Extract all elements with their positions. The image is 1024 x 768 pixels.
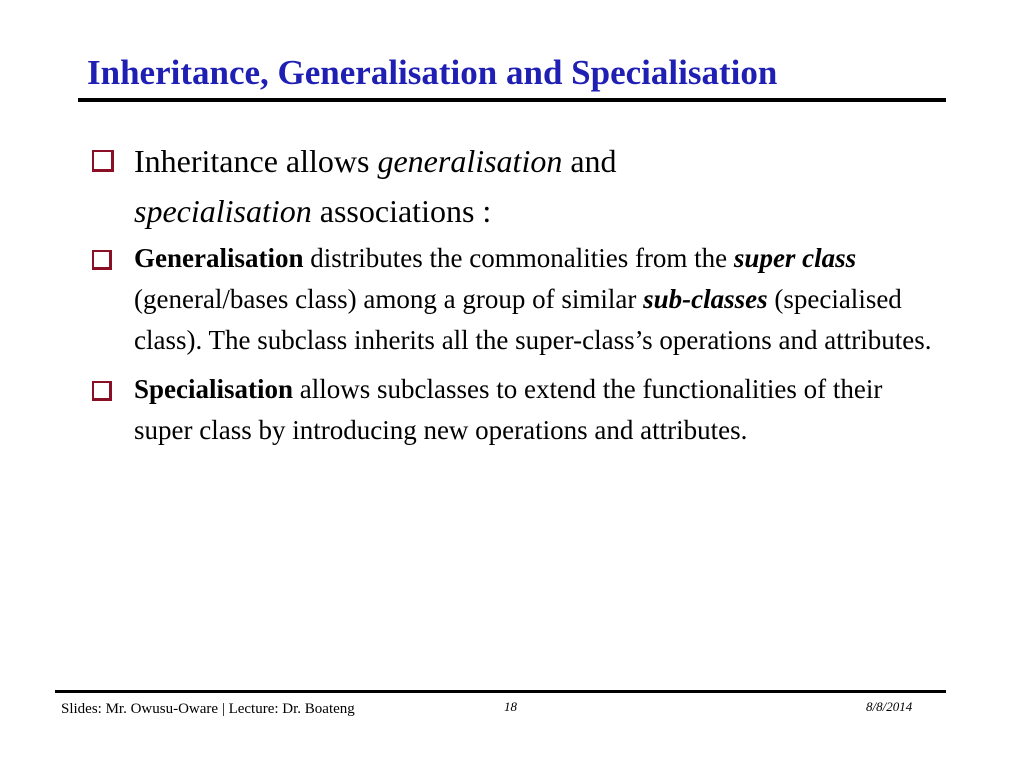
term-specialisation: specialisation: [134, 193, 312, 229]
bullet-text: Specialisation allows subclasses to extend the functionalities of their super class by introducing new operations and attributes.: [134, 374, 883, 445]
checkbox-bullet-icon: [92, 250, 112, 270]
title-underline: [78, 98, 946, 102]
term-specialisation-bold: Specialisation: [134, 374, 294, 404]
bullet-text: Inheritance allows generalisation and specialisation associations :: [134, 143, 617, 229]
checkbox-bullet-icon: [92, 150, 114, 172]
term-super-class: super class: [733, 243, 857, 273]
footer-rule: [55, 690, 946, 693]
footer-credits: Slides: Mr. Owusu-Oware | Lecture: Dr. Boateng: [61, 701, 355, 717]
term-generalisation-bold: Generalisation: [134, 243, 304, 273]
page-number: 18: [504, 699, 517, 714]
bullet-list: [88, 136, 958, 451]
bullet-item-specialisation: [88, 369, 958, 451]
bullet-item-generalisation: [88, 238, 958, 361]
footer-date: 8/8/2014: [866, 699, 913, 714]
term-generalisation: generalisation: [377, 143, 563, 179]
bullet-text: Generalisation distributes the commonalities from the super class (general/bases class) among a group of similar sub-classes (specialised class). The subclass inherits all the super-class’s operations and attributes.: [134, 243, 932, 355]
term-sub-classes: sub-classes: [643, 284, 768, 314]
slide-title: Inheritance, Generalisation and Specialisation: [87, 53, 778, 92]
bullet-item-inheritance: [88, 136, 958, 236]
checkbox-bullet-icon: [92, 381, 112, 401]
